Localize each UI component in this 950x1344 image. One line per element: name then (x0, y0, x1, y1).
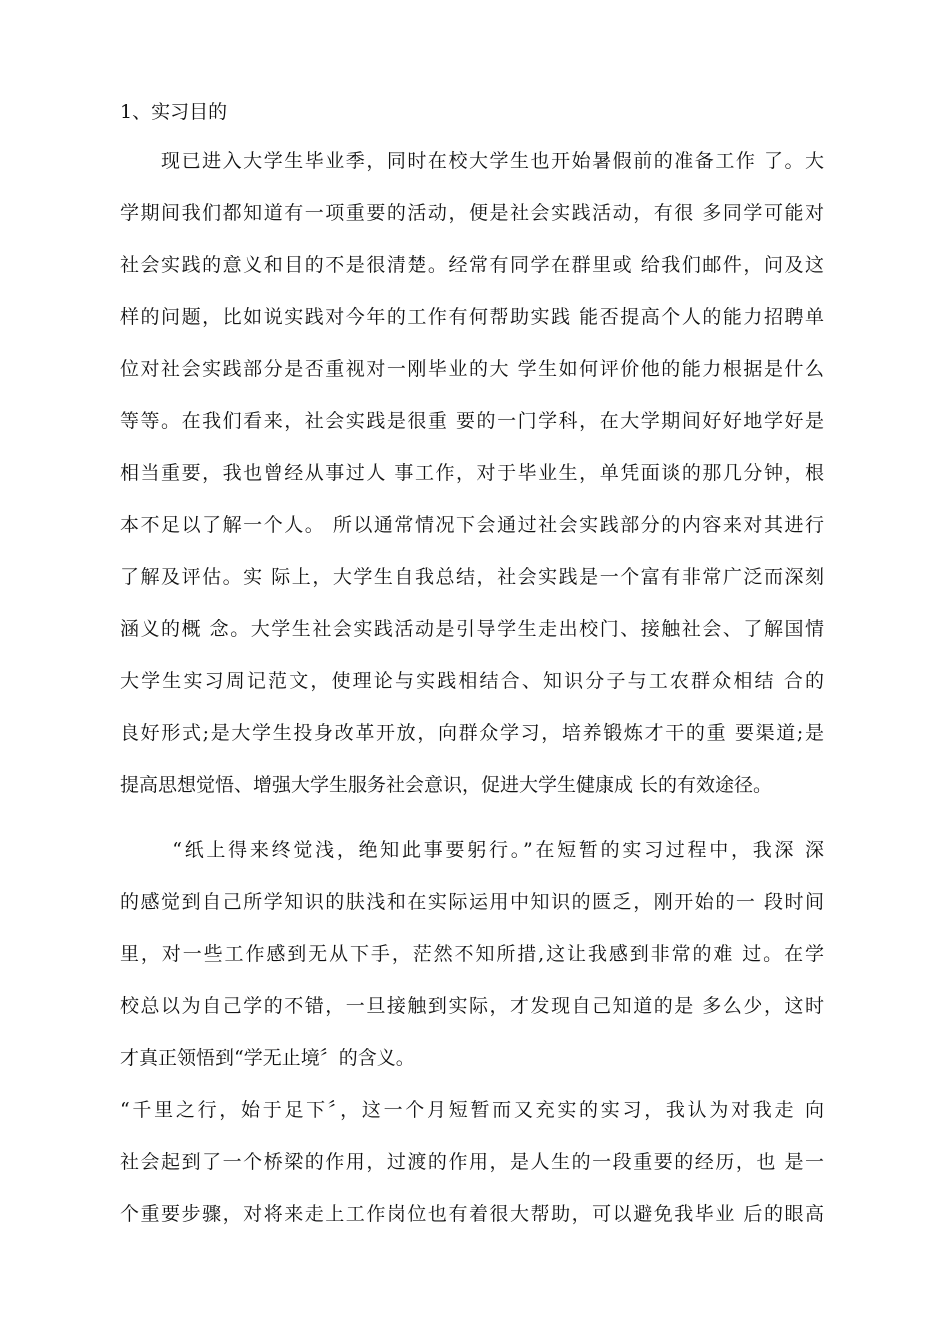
text-line: 个重要步骤，对将来走上工作岗位也有着很大帮助，可以避免我毕业 后的眼高 (120, 1203, 824, 1225)
text-line: 学期间我们都知道有一项重要的活动，便是社会实践活动，有很 多同学可能对 (120, 202, 824, 224)
text-line: 良好形式;是大学生投身改革开放，向群众学习，培养锻炼才干的重 要渠道;是 (120, 722, 824, 744)
text-line: 现已进入大学生毕业季，同时在校大学生也开始暑假前的准备工作 了。大 (120, 150, 824, 172)
paragraph-conclusion (120, 1084, 824, 1240)
text-line: 的感觉到自己所学知识的肤浅和在实际运用中知识的匮乏，刚开始的一 段时间 (120, 891, 824, 913)
text-line: 了解及评估。实 际上，大学生自我总结，社会实践是一个富有非常广泛而深刻 (120, 566, 824, 588)
text-line: 涵义的概 念。大学生社会实践活动是引导学生走出校门、接触社会、了解国情 (120, 618, 824, 640)
text-line: 社会实践的意义和目的不是很清楚。经常有同学在群里或 给我们邮件，问及这 (120, 254, 824, 276)
section-heading: 1、实习目的 (120, 101, 228, 123)
text-line: 里，对一些工作感到无从下手，茫然不知所措,这让我感到非常的难 过。在学 (120, 943, 824, 965)
paragraph-purpose (120, 135, 824, 811)
text-line: 提高思想觉悟、增强大学生服务社会意识，促进大学生健康成 长的有效途径。 (120, 774, 773, 796)
text-line: 大学生实习周记范文，使理论与实践相结合、知识分子与工农群众相结 合的 (120, 670, 824, 692)
paragraph-reflection (120, 824, 824, 1084)
text-line: 校总以为自己学的不错，一旦接触到实际，才发现自己知道的是 多么少，这时 (120, 995, 824, 1017)
text-line: 样的问题，比如说实践对今年的工作有何帮助实践 能否提高个人的能力招聘单 (120, 306, 824, 328)
text-line: 社会起到了一个桥梁的作用，过渡的作用，是人生的一段重要的经历，也 是一 (120, 1151, 824, 1173)
text-line: 本不足以了解一个人。 所以通常情况下会通过社会实践部分的内容来对其进行 (120, 514, 824, 536)
text-line: 位对社会实践部分是否重视对一刚毕业的大 学生如何评价他的能力根据是什么 (120, 358, 824, 380)
text-line: “千里之行，始于足下〞，这一个月短暂而又充实的实习，我认为对我走 向 (120, 1099, 824, 1121)
text-line: “纸上得来终觉浅，绝知此事要躬行。”在短暂的实习过程中，我深 深 (120, 839, 824, 861)
text-line: 相当重要，我也曾经从事过人 事工作，对于毕业生，单凭面谈的那几分钟，根 (120, 462, 824, 484)
text-line: 等等。在我们看来，社会实践是很重 要的一门学科，在大学期间好好地学好是 (120, 410, 824, 432)
text-line: 才真正领悟到“学无止境〞的含义。 (120, 1047, 415, 1069)
